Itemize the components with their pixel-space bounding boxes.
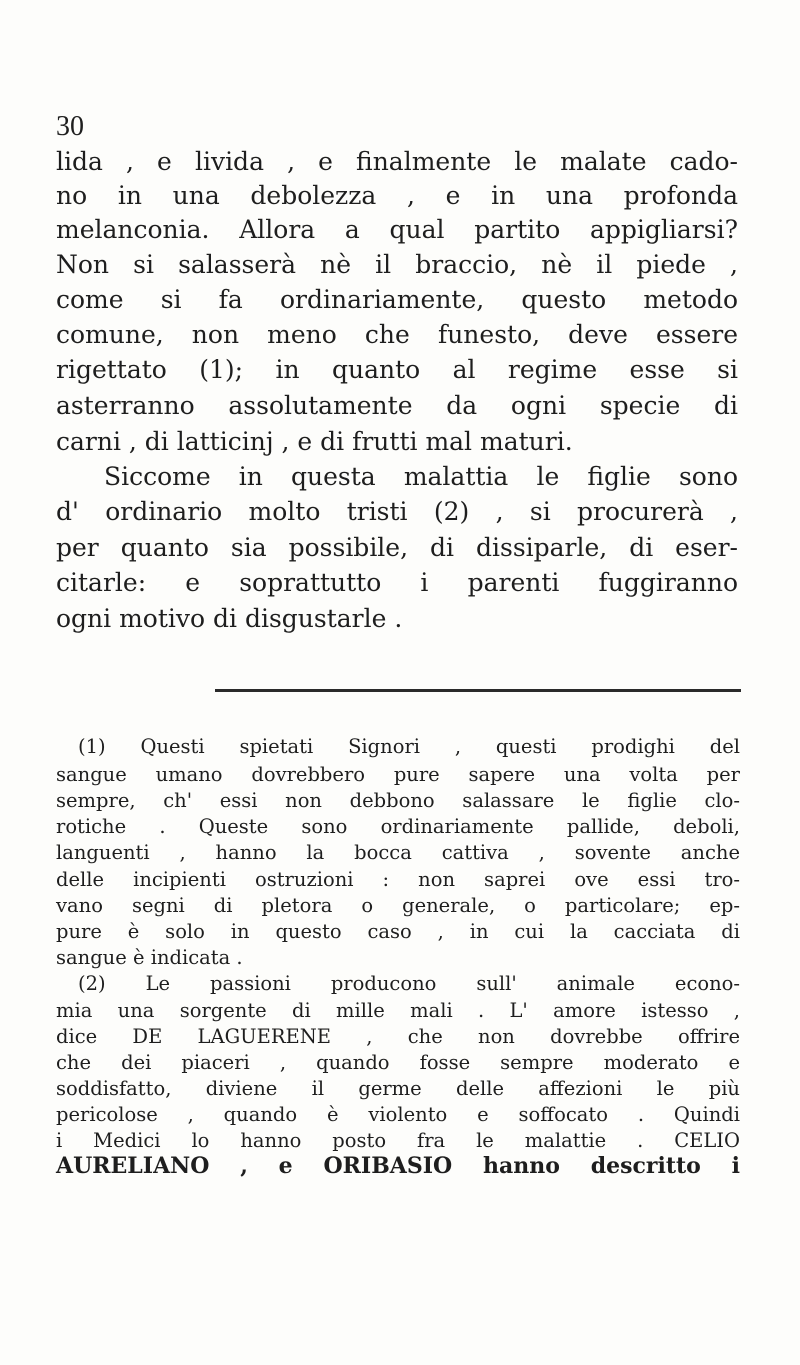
footnote-line: sempre, ch' essi non debbono salassare le figlie clo- xyxy=(56,789,740,812)
footnote-line: pure è solo in questo caso , in cui la cacciata di xyxy=(56,920,740,943)
body-line: asterranno assolutamente da ogni specie di xyxy=(56,391,738,420)
footnote-line: sangue è indicata . xyxy=(56,946,243,969)
footnote-line: soddisfatto, diviene il germe delle affezioni le più xyxy=(56,1077,740,1100)
body-line: citarle: e soprattutto i parenti fuggiranno xyxy=(56,568,738,597)
body-line: comune, non meno che funesto, deve essere xyxy=(56,320,738,349)
footnote-line: (1) Questi spietati Signori , questi prodighi del xyxy=(78,735,740,758)
body-line: per quanto sia possibile, di dissiparle, di eser- xyxy=(56,533,738,562)
body-line: no in una debolezza , e in una profonda xyxy=(56,181,738,210)
body-line: d' ordinario molto tristi (2) , si procurerà , xyxy=(56,497,738,526)
footnote-line: vano segni di pletora o generale, o particolare; ep- xyxy=(56,894,740,917)
footnote-line: mia una sorgente di mille mali . L' amore istesso , xyxy=(56,999,740,1022)
footnote-line: rotiche . Queste sono ordinariamente pallide, deboli, xyxy=(56,815,740,838)
page-number: 30 xyxy=(56,111,84,142)
footnote-line: AURELIANO , e ORIBASIO hanno descritto i xyxy=(56,1153,740,1179)
body-line: ogni motivo di disgustarle . xyxy=(56,604,403,633)
body-line: Siccome in questa malattia le figlie sono xyxy=(104,462,738,491)
body-line: melanconia. Allora a qual partito appigliarsi? xyxy=(56,215,738,244)
footnote-line: delle incipienti ostruzioni : non saprei ove essi tro- xyxy=(56,868,740,891)
footnote-line: i Medici lo hanno posto fra le malattie . CELIO xyxy=(56,1129,740,1152)
body-line: come si fa ordinariamente, questo metodo xyxy=(56,285,738,314)
footnote-line: dice DE LAGUERENE , che non dovrebbe offrire xyxy=(56,1025,740,1048)
footnote-line: languenti , hanno la bocca cattiva , sovente anche xyxy=(56,841,740,864)
body-line: rigettato (1); in quanto al regime esse si xyxy=(56,355,738,384)
body-line: lida , e livida , e finalmente le malate cado- xyxy=(56,147,738,176)
body-line: carni , di latticinj , e di frutti mal maturi. xyxy=(56,427,573,456)
footnote-line: sangue umano dovrebbero pure sapere una volta per xyxy=(56,763,740,786)
footnote-line: che dei piaceri , quando fosse sempre moderato e xyxy=(56,1051,740,1074)
footnote-line: (2) Le passioni producono sull' animale econo- xyxy=(78,972,740,995)
footnote-line: pericolose , quando è violento e soffocato . Quindi xyxy=(56,1103,740,1126)
footnote-divider xyxy=(215,689,741,692)
body-line: Non si salasserà nè il braccio, nè il piede , xyxy=(56,250,738,279)
